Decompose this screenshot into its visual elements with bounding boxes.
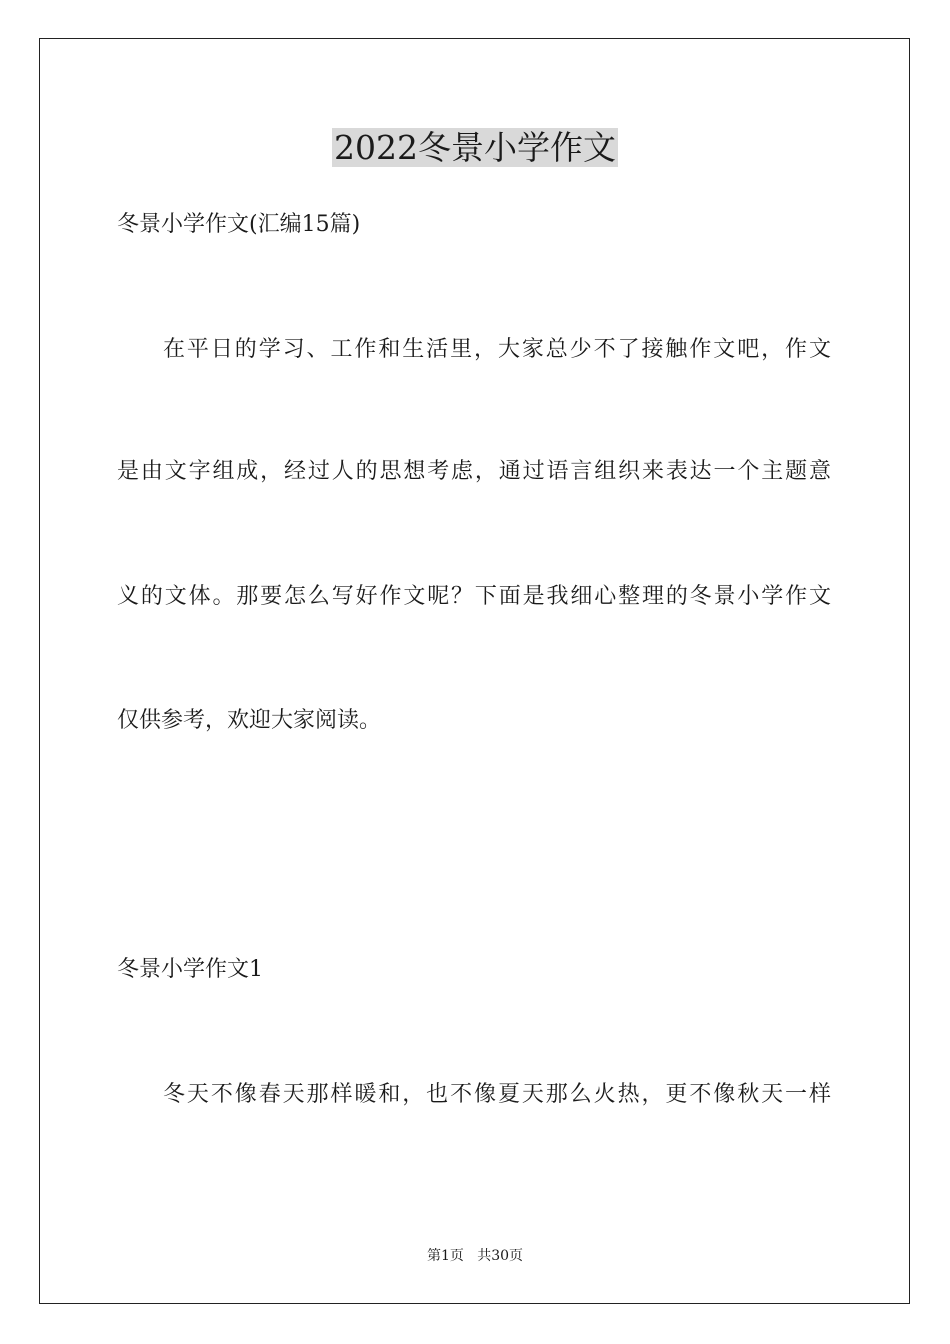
intro-line-4: 仅供参考，欢迎大家阅读。 <box>117 708 382 733</box>
document-subtitle: 冬景小学作文(汇编15篇) <box>117 212 361 237</box>
document-title-text: 2022冬景小学作文 <box>334 128 616 167</box>
intro-line-2: 是由文字组成，经过人的思想考虑，通过语言组织来表达一个主题意 <box>117 459 831 484</box>
section-line-1: 冬天不像春天那样暖和，也不像夏天那么火热，更不像秋天一样 <box>163 1082 831 1107</box>
section-heading: 冬景小学作文1 <box>117 957 263 982</box>
intro-line-1: 在平日的学习、工作和生活里，大家总少不了接触作文吧，作文 <box>163 337 831 362</box>
page-number-footer: 第1页 共30页 <box>426 1248 524 1264</box>
document-title <box>0 126 950 170</box>
intro-line-3: 义的文体。那要怎么写好作文呢？下面是我细心整理的冬景小学作文 <box>117 584 831 609</box>
